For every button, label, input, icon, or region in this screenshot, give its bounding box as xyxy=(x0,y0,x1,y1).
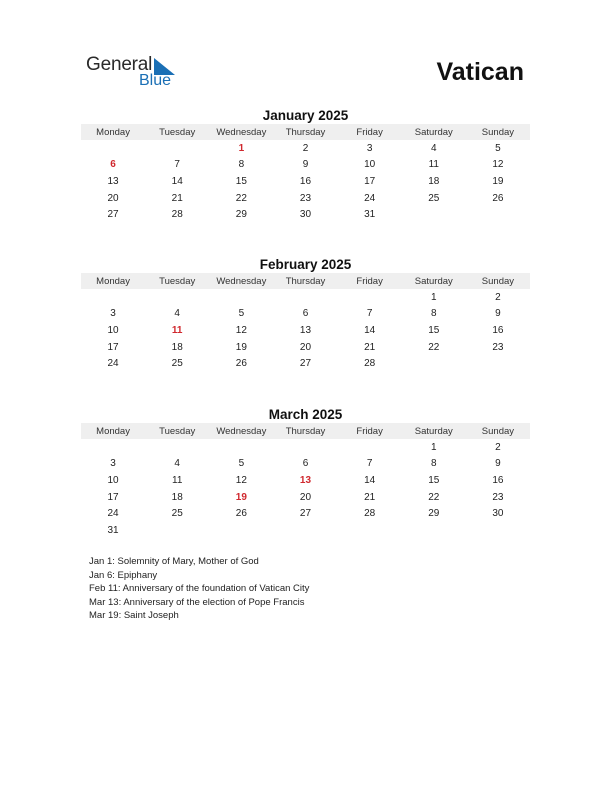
week-row xyxy=(81,439,530,456)
day-cell: 19 xyxy=(235,491,247,503)
holiday-item: Feb 11: Anniversary of the foundation of Vatican City xyxy=(89,583,310,594)
brand-logo xyxy=(86,54,186,94)
day-cell: 8 xyxy=(430,458,437,470)
day-cell: 24 xyxy=(364,192,376,204)
week-row xyxy=(81,489,530,506)
day-cell: 21 xyxy=(364,491,376,503)
day-cell: 6 xyxy=(302,458,309,470)
weekday-header xyxy=(81,423,530,439)
day-cell: 3 xyxy=(110,458,116,470)
week-row xyxy=(81,173,530,190)
day-cell: 5 xyxy=(238,458,245,470)
day-cell: 7 xyxy=(366,308,373,320)
day-cell: 29 xyxy=(428,508,440,520)
weekday-label: Thursday xyxy=(285,425,326,437)
weekday-label: Tuesday xyxy=(159,425,196,437)
day-cell: 15 xyxy=(428,324,440,336)
weekday-header xyxy=(81,273,530,289)
day-cell: 10 xyxy=(364,159,376,171)
day-cell: 22 xyxy=(428,491,440,503)
weekday-label: Sunday xyxy=(481,425,515,437)
weekday-label: Wednesday xyxy=(216,275,267,287)
day-cell: 18 xyxy=(428,175,440,187)
day-cell: 28 xyxy=(364,358,376,370)
day-cell: 10 xyxy=(107,474,119,486)
day-cell: 4 xyxy=(174,308,180,320)
day-cell: 7 xyxy=(366,458,373,470)
day-cell: 23 xyxy=(492,491,504,503)
day-cell: 24 xyxy=(107,358,119,370)
day-cell: 18 xyxy=(171,491,183,503)
month-calendar-february xyxy=(81,256,530,372)
week-row xyxy=(81,206,530,223)
day-cell: 25 xyxy=(171,358,183,370)
day-cell: 9 xyxy=(495,458,501,470)
day-cell: 5 xyxy=(495,142,501,154)
month-weeks xyxy=(81,140,530,223)
weekday-label: Saturday xyxy=(414,126,453,138)
day-cell: 28 xyxy=(171,209,183,221)
day-cell: 13 xyxy=(299,324,312,336)
day-cell: 2 xyxy=(495,441,501,453)
day-cell: 7 xyxy=(174,159,180,171)
day-cell: 20 xyxy=(299,491,312,503)
day-cell: 11 xyxy=(428,159,439,171)
week-row xyxy=(81,456,530,473)
day-cell: 27 xyxy=(107,209,119,221)
day-cell: 4 xyxy=(430,142,437,154)
month-calendar-january xyxy=(81,107,530,223)
day-cell: 17 xyxy=(107,341,119,353)
weekday-label: Sunday xyxy=(481,275,515,287)
weekday-label: Friday xyxy=(356,126,383,138)
day-cell: 19 xyxy=(492,175,504,187)
day-cell: 18 xyxy=(171,341,183,353)
week-row xyxy=(81,522,530,539)
day-cell: 11 xyxy=(172,474,183,486)
weekday-label: Thursday xyxy=(285,126,326,138)
day-cell: 22 xyxy=(235,192,247,204)
day-cell: 13 xyxy=(107,175,119,187)
day-cell: 15 xyxy=(428,474,440,486)
day-cell: 17 xyxy=(107,491,119,503)
week-row xyxy=(81,289,530,306)
day-cell: 12 xyxy=(235,324,247,336)
week-row xyxy=(81,190,530,207)
day-cell: 16 xyxy=(299,175,312,187)
weekday-label: Sunday xyxy=(481,126,515,138)
weekday-label: Thursday xyxy=(285,275,326,287)
weekday-label: Monday xyxy=(96,126,130,138)
weekday-label: Saturday xyxy=(414,275,453,287)
day-cell: 17 xyxy=(364,175,376,187)
day-cell: 23 xyxy=(299,192,312,204)
holiday-item: Jan 6: Epiphany xyxy=(89,569,158,581)
day-cell: 9 xyxy=(302,159,309,171)
day-cell: 2 xyxy=(495,291,501,303)
day-cell: 14 xyxy=(364,324,376,336)
day-cell: 26 xyxy=(235,508,247,520)
day-cell: 13 xyxy=(299,474,312,486)
week-row xyxy=(81,140,530,157)
day-cell: 1 xyxy=(430,291,437,303)
country-title: Vatican xyxy=(436,58,524,86)
month-weeks xyxy=(81,289,530,372)
day-cell: 24 xyxy=(107,508,119,520)
month-calendar-march xyxy=(81,406,530,539)
weekday-label: Wednesday xyxy=(216,126,267,138)
day-cell: 1 xyxy=(430,441,437,453)
day-cell: 26 xyxy=(235,358,247,370)
day-cell: 9 xyxy=(495,308,501,320)
day-cell: 16 xyxy=(492,474,504,486)
day-cell: 14 xyxy=(364,474,376,486)
day-cell: 29 xyxy=(235,209,247,221)
day-cell: 5 xyxy=(238,308,245,320)
holiday-item: Mar 13: Anniversary of the election of Pope Francis xyxy=(89,596,305,608)
weekday-label: Tuesday xyxy=(159,275,196,287)
week-row xyxy=(81,322,530,339)
logo-blue-text: Blue xyxy=(139,72,172,89)
day-cell: 27 xyxy=(299,508,312,520)
week-row xyxy=(81,339,530,356)
day-cell: 3 xyxy=(366,142,373,154)
holiday-item: Mar 19: Saint Joseph xyxy=(89,610,179,621)
month-title: February 2025 xyxy=(259,257,352,272)
week-row xyxy=(81,355,530,372)
day-cell: 26 xyxy=(492,192,504,204)
day-cell: 6 xyxy=(110,159,116,171)
logo-general-text: General xyxy=(86,54,153,75)
day-cell: 19 xyxy=(235,341,247,353)
day-cell: 25 xyxy=(171,508,183,520)
day-cell: 16 xyxy=(492,324,504,336)
day-cell: 11 xyxy=(171,324,183,336)
holiday-item: Jan 1: Solemnity of Mary, Mother of God xyxy=(89,556,259,567)
weekday-label: Friday xyxy=(356,425,383,437)
day-cell: 1 xyxy=(238,142,245,154)
day-cell: 30 xyxy=(299,209,312,221)
day-cell: 30 xyxy=(492,508,504,520)
day-cell: 3 xyxy=(110,308,116,320)
day-cell: 6 xyxy=(302,308,309,320)
day-cell: 8 xyxy=(238,159,245,171)
weekday-label: Monday xyxy=(96,425,130,437)
week-row xyxy=(81,472,530,489)
day-cell: 21 xyxy=(171,192,183,204)
day-cell: 8 xyxy=(430,308,437,320)
day-cell: 27 xyxy=(299,358,312,370)
weekday-header xyxy=(81,124,530,140)
weekday-label: Tuesday xyxy=(159,126,196,138)
day-cell: 12 xyxy=(492,159,504,171)
month-title: March 2025 xyxy=(268,407,343,422)
day-cell: 10 xyxy=(107,324,119,336)
week-row xyxy=(81,306,530,323)
weekday-label: Friday xyxy=(356,275,383,287)
day-cell: 25 xyxy=(428,192,440,204)
day-cell: 22 xyxy=(428,341,440,353)
month-title: January 2025 xyxy=(262,108,349,123)
day-cell: 31 xyxy=(107,524,119,536)
day-cell: 12 xyxy=(235,474,247,486)
month-weeks xyxy=(81,439,530,539)
holiday-list xyxy=(89,555,309,623)
weekday-label: Monday xyxy=(96,275,130,287)
day-cell: 21 xyxy=(364,341,376,353)
weekday-label: Wednesday xyxy=(216,425,267,437)
day-cell: 15 xyxy=(235,175,247,187)
day-cell: 20 xyxy=(299,341,312,353)
day-cell: 23 xyxy=(492,341,504,353)
weekday-label: Saturday xyxy=(414,425,453,437)
day-cell: 14 xyxy=(171,175,183,187)
day-cell: 28 xyxy=(364,508,376,520)
day-cell: 2 xyxy=(302,142,309,154)
day-cell: 20 xyxy=(107,192,119,204)
day-cell: 31 xyxy=(364,209,376,221)
week-row xyxy=(81,505,530,522)
week-row xyxy=(81,157,530,174)
day-cell: 4 xyxy=(174,458,180,470)
